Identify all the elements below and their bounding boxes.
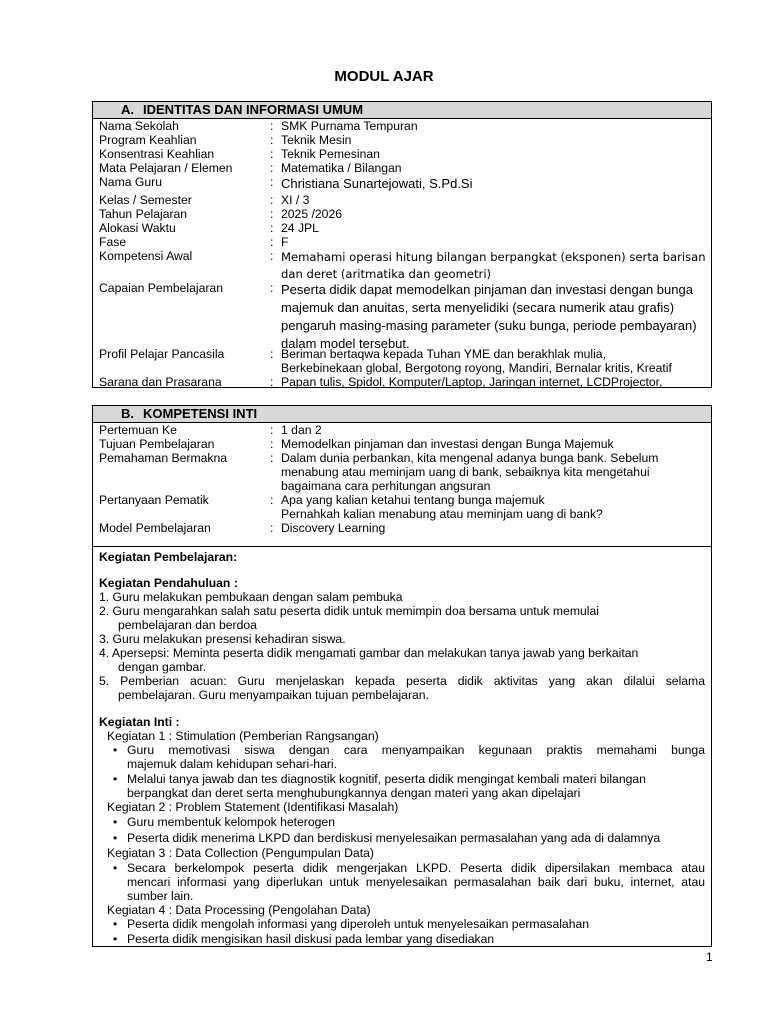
info-value bbox=[281, 235, 705, 249]
info-label: Konsentrasi Keahlian bbox=[99, 147, 215, 161]
info-value bbox=[281, 221, 705, 235]
intro-item: 1. Guru melakukan pembukaan dengan salam pembuka bbox=[99, 590, 403, 604]
kegiatan-4-title: Kegiatan 4 : Data Processing (Pengolahan Data) bbox=[107, 903, 371, 917]
kegiatan-1-item: berpangkat dan deret serta menghubungkannya dengan materi yang akan dipelajari bbox=[127, 786, 581, 800]
info-colon: : bbox=[270, 207, 274, 221]
info-colon: : bbox=[270, 119, 274, 133]
kegiatan-3-item: sumber lain. bbox=[127, 889, 194, 903]
document-title: MODUL AJAR bbox=[334, 68, 434, 85]
info-colon: : bbox=[270, 161, 274, 175]
kegiatan-3-title: Kegiatan 3 : Data Collection (Pengumpulan Data) bbox=[107, 846, 374, 860]
info-value-line: Peserta didik dapat memodelkan pinjaman dan investasi dengan bunga bbox=[281, 282, 693, 297]
section-b-title: KOMPETENSI INTI bbox=[143, 406, 258, 421]
info-label: Profil Pelajar Pancasila bbox=[99, 347, 225, 361]
intro-item: 2. Guru mengarahkan salah satu peserta didik untuk memimpin doa bersama untuk memulai bbox=[99, 604, 599, 618]
info-colon: : bbox=[270, 437, 274, 451]
info-value bbox=[281, 437, 705, 451]
info-label: Pemahaman Bermakna bbox=[99, 451, 228, 465]
info-label: Kompetensi Awal bbox=[99, 249, 193, 263]
section-a-heading bbox=[93, 102, 711, 119]
info-label: Kelas / Semester bbox=[99, 193, 192, 207]
info-value-line: XI / 3 bbox=[281, 193, 310, 207]
kegiatan-1-item: • Guru memotivasi siswa dengan cara menyampaikan kegunaan praktis memahami bunga bbox=[127, 743, 705, 757]
kegiatan-2-title: Kegiatan 2 : Problem Statement (Identifikasi Masalah) bbox=[107, 800, 399, 814]
kegiatan-2-item: • Peserta didik menerima LKPD dan berdiskusi menyelesaikan permasalahan yang ada di dalamnya bbox=[127, 831, 705, 845]
info-value-line: Dalam dunia perbankan, kita mengenal adanya bunga bank. Sebelum bbox=[281, 451, 659, 465]
info-value bbox=[281, 347, 705, 375]
info-value-line: Teknik Pemesinan bbox=[281, 147, 380, 161]
info-label: Capaian Pembelajaran bbox=[99, 281, 223, 295]
info-colon: : bbox=[270, 175, 274, 189]
info-colon: : bbox=[270, 451, 274, 465]
info-label: Pertanyaan Pematik bbox=[99, 493, 209, 507]
info-colon: : bbox=[270, 375, 274, 389]
info-value-line: Berkebinekaan global, Bergotong royong, Mandiri, Bernalar kritis, Kreatif bbox=[281, 361, 672, 375]
info-value bbox=[281, 521, 705, 535]
info-colon: : bbox=[270, 521, 274, 535]
page-number: 1 bbox=[706, 950, 713, 964]
info-value bbox=[281, 451, 705, 493]
info-label: Fase bbox=[99, 235, 127, 249]
info-value bbox=[281, 147, 705, 161]
info-label: Mata Pelajaran / Elemen bbox=[99, 161, 233, 175]
kegiatan-3-item: • Secara berkelompok peserta didik mengerjakan LKPD. Peserta didik dipersilakan membaca atau bbox=[127, 861, 705, 875]
kegiatan-1-title: Kegiatan 1 : Stimulation (Pemberian Rangsangan) bbox=[107, 729, 379, 743]
info-value-line: bagaimana cara perhitungan angsuran bbox=[281, 479, 491, 493]
section-kompetensi-inti bbox=[92, 405, 712, 547]
intro-item: 5. Pemberian acuan: Guru menjelaskan kepada peserta didik aktivitas yang akan dilalui selama bbox=[99, 674, 705, 688]
core-heading: Kegiatan Inti : bbox=[99, 715, 180, 729]
info-label: Alokasi Waktu bbox=[99, 221, 176, 235]
info-value bbox=[281, 133, 705, 147]
info-value-line: 24 JPL bbox=[281, 221, 319, 235]
info-value-line: dan deret (aritmatika dan geometri) bbox=[281, 267, 492, 281]
info-value-line: Discovery Learning bbox=[281, 521, 386, 535]
section-b-letter: B. bbox=[121, 406, 134, 421]
section-kegiatan bbox=[92, 547, 712, 947]
info-value-line: Beriman bertaqwa kepada Tuhan YME dan berakhlak mulia, bbox=[281, 347, 606, 361]
info-colon: : bbox=[270, 133, 274, 147]
info-value-line: pengaruh masing-masing parameter (suku bunga, periode pembayaran) bbox=[281, 318, 697, 333]
info-value-line: Pernahkah kalian menabung atau meminjam uang di bank? bbox=[281, 507, 603, 521]
kegiatan-2-item: • Guru membentuk kelompok heterogen bbox=[127, 815, 705, 829]
section-identitas bbox=[92, 101, 712, 388]
section-b-heading bbox=[93, 406, 711, 423]
intro-item: 3. Guru melakukan presensi kehadiran siswa. bbox=[99, 632, 346, 646]
info-value bbox=[281, 423, 705, 437]
info-value bbox=[281, 249, 705, 283]
info-colon: : bbox=[270, 493, 274, 507]
section-a-letter: A. bbox=[121, 102, 134, 117]
info-value-line: F bbox=[281, 235, 289, 249]
info-colon: : bbox=[270, 193, 274, 207]
info-value-line: Papan tulis, Spidol, Komputer/Laptop, Jaringan internet, LCDProjector, bbox=[281, 375, 663, 389]
info-value-line: majemuk dan anuitas, serta menyelidiki (secara numerik atau grafis) bbox=[281, 300, 675, 315]
info-value bbox=[281, 207, 705, 221]
info-value bbox=[281, 161, 705, 175]
info-colon: : bbox=[270, 147, 274, 161]
info-value-line: Memahami operasi hitung bilangan berpangkat (eksponen) serta barisan bbox=[281, 250, 706, 264]
info-value-line: Memodelkan pinjaman dan investasi dengan Bunga Majemuk bbox=[281, 437, 614, 451]
intro-item: pembelajaran. Guru menyampaikan tujuan pembelajaran. bbox=[118, 688, 429, 702]
info-colon: : bbox=[270, 347, 274, 361]
info-label: Program Keahlian bbox=[99, 133, 197, 147]
intro-item: 4. Apersepsi: Meminta peserta didik mengamati gambar dan melakukan tanya jawab yang berkaitan bbox=[99, 646, 639, 660]
info-value-line: Matematika / Bilangan bbox=[281, 161, 402, 175]
info-value-line: SMK Purnama Tempuran bbox=[281, 119, 418, 133]
info-value bbox=[281, 375, 705, 389]
info-colon: : bbox=[270, 281, 274, 295]
kegiatan-3-item: mencari informasi yang diperlukan untuk menyelesaikan permasalahan baik dari buku, internet, atau bbox=[127, 875, 705, 889]
info-value-line: dalam model tersebut. bbox=[281, 336, 410, 351]
kegiatan-4-item: • Peserta didik mengisikan hasil diskusi pada lembar yang disediakan bbox=[127, 932, 705, 946]
info-label: Model Pembelajaran bbox=[99, 521, 211, 535]
intro-item: pembelajaran dan berdoa bbox=[118, 618, 257, 632]
intro-item: dengan gambar. bbox=[118, 660, 207, 674]
kegiatan-4-item: • Peserta didik mengolah informasi yang diperoleh untuk menyelesaikan permasalahan bbox=[127, 917, 705, 931]
kegiatan-1-item: • Melalui tanya jawab dan tes diagnostik kognitif, peserta didik mengingat kembali materi bilangan bbox=[127, 772, 705, 786]
info-value-line: Apa yang kalian ketahui tentang bunga majemuk bbox=[281, 493, 545, 507]
info-label: Sarana dan Prasarana bbox=[99, 375, 222, 389]
section-a-title: IDENTITAS DAN INFORMASI UMUM bbox=[143, 102, 364, 117]
info-value bbox=[281, 119, 705, 133]
intro-heading: Kegiatan Pendahuluan : bbox=[99, 576, 238, 590]
info-value-line: 1 dan 2 bbox=[281, 423, 322, 437]
activities-heading: Kegiatan Pembelajaran: bbox=[99, 550, 238, 564]
info-value bbox=[281, 175, 705, 193]
info-label: Nama Sekolah bbox=[99, 119, 179, 133]
info-label: Tujuan Pembelajaran bbox=[99, 437, 215, 451]
info-label: Tahun Pelajaran bbox=[99, 207, 188, 221]
info-value bbox=[281, 193, 705, 207]
info-colon: : bbox=[270, 221, 274, 235]
info-value-line: Christiana Sunartejowati, S.Pd.Si bbox=[281, 176, 473, 191]
info-value-line: 2025 /2026 bbox=[281, 207, 342, 221]
info-colon: : bbox=[270, 249, 274, 263]
info-value-line: menabung atau meminjam uang di bank, sebaiknya kita mengetahui bbox=[281, 465, 650, 479]
info-value bbox=[281, 281, 705, 353]
info-label: Pertemuan Ke bbox=[99, 423, 177, 437]
kegiatan-1-item: majemuk dalam kehidupan sehari-hari. bbox=[127, 757, 338, 771]
info-colon: : bbox=[270, 423, 274, 437]
info-value-line: Teknik Mesin bbox=[281, 133, 352, 147]
info-value bbox=[281, 493, 705, 521]
info-colon: : bbox=[270, 235, 274, 249]
info-label: Nama Guru bbox=[99, 175, 162, 189]
